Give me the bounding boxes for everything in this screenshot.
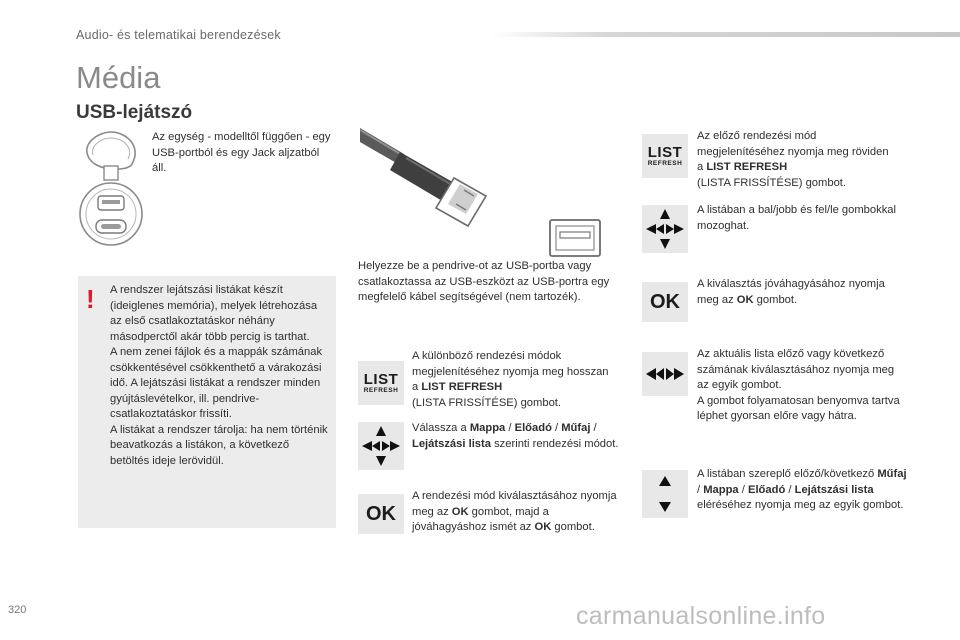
right-ok-text: A kiválasztás jóváhagyásához nyomja meg az OK gombot. [697, 278, 885, 306]
header-rule [490, 32, 960, 37]
page-number: 320 [8, 604, 27, 616]
right-ud-text: A listában szereplő előző/következő Műfaj / Mappa / Előadó / Lejátszási lista eléréséhez nyomja meg az egyik gombot. [697, 468, 907, 511]
four-way-arrows-icon-right [642, 205, 688, 253]
watermark-site: carmanualsonline.info [576, 602, 826, 630]
list-refresh-button-icon-right [642, 134, 688, 178]
right-nav-text: A listában a bal/jobb és fel/le gombokkal mozoghat. [697, 204, 897, 232]
ok-button-icon: OK [358, 494, 404, 534]
up-down-arrows-icon [642, 470, 688, 518]
plug-caption: Helyezze be a pendrive-ot az USB-portba vagy csatlakoztassa az USB-eszközt az USB-portra egy megfelelő kábel segítségével (nem tartozék). [358, 260, 610, 303]
arrows-left-right-icon [644, 364, 686, 384]
left-right-arrows-icon [642, 352, 688, 396]
middle-ok-text: A rendezési mód kiválasztásához nyomja meg az OK gombot, majd a jóváhagyáshoz ismét az OK gombot. [412, 490, 617, 533]
intro-text: Az egység - modelltől függően - egy USB-portból és egy Jack aljzatból áll. [152, 131, 331, 174]
list-refresh-button-icon [358, 361, 404, 405]
middle-nav-text: Válassza a Mappa / Előadó / Műfaj / Lejátszási lista szerinti rendezési módot. [412, 422, 619, 450]
warning-text: A rendszer lejátszási listákat készít (ideiglenes memória), melyek létrehozása az első csatlakoztatáskor néhány másodperctől akár több percig is tarthat. A nem zenei fájlok és a mappák számának csökkentésével csökkenthető a várakozási idő. A lejátszási listákat a rendszer minden gyújtáslevételkor, ill. pendrive-csatlakoztatáskor frissíti. A listákat a rendszer tárolja: ha nem történik beavatkozás a listákon, a következő betöltés ideje lerövidül. [110, 284, 328, 467]
list-label: LIST [363, 370, 399, 388]
ok-button-icon-right: OK [642, 282, 688, 322]
refresh-label: REFRESH [363, 386, 399, 394]
page-title: Média [76, 60, 161, 95]
arrows-up-down-left-right-icon [360, 424, 402, 468]
section-title: USB-lejátszó [76, 102, 193, 123]
list-label: LIST [647, 143, 683, 161]
right-list-text: Az előző rendezési mód megjelenítéséhez nyomja meg röviden a LIST REFRESH (LISTA FRISSÍTÉSE) gombot. [697, 130, 889, 189]
middle-list-text: A különböző rendezési módok megjelenítéséhez nyomja meg hosszan a LIST REFRESH (LISTA FRISSÍTÉSE) gombot. [412, 350, 609, 409]
arrows-up-down-left-right-icon [644, 207, 686, 251]
four-way-arrows-icon [358, 422, 404, 470]
arrows-up-down-icon [655, 474, 675, 514]
right-lr-text: Az aktuális lista előző vagy következő számának kiválasztásához nyomja meg az egyik gombot. A gombot folyamatosan benyomva tartva léphet gyorsan előre vagy hátra. [697, 348, 900, 422]
usb-plug-illustration [360, 128, 622, 262]
refresh-label: REFRESH [647, 159, 683, 167]
running-header: Audio- és telematikai berendezések [76, 28, 281, 42]
usb-jack-port-illustration [78, 128, 144, 252]
warning-icon: ! [86, 284, 95, 314]
